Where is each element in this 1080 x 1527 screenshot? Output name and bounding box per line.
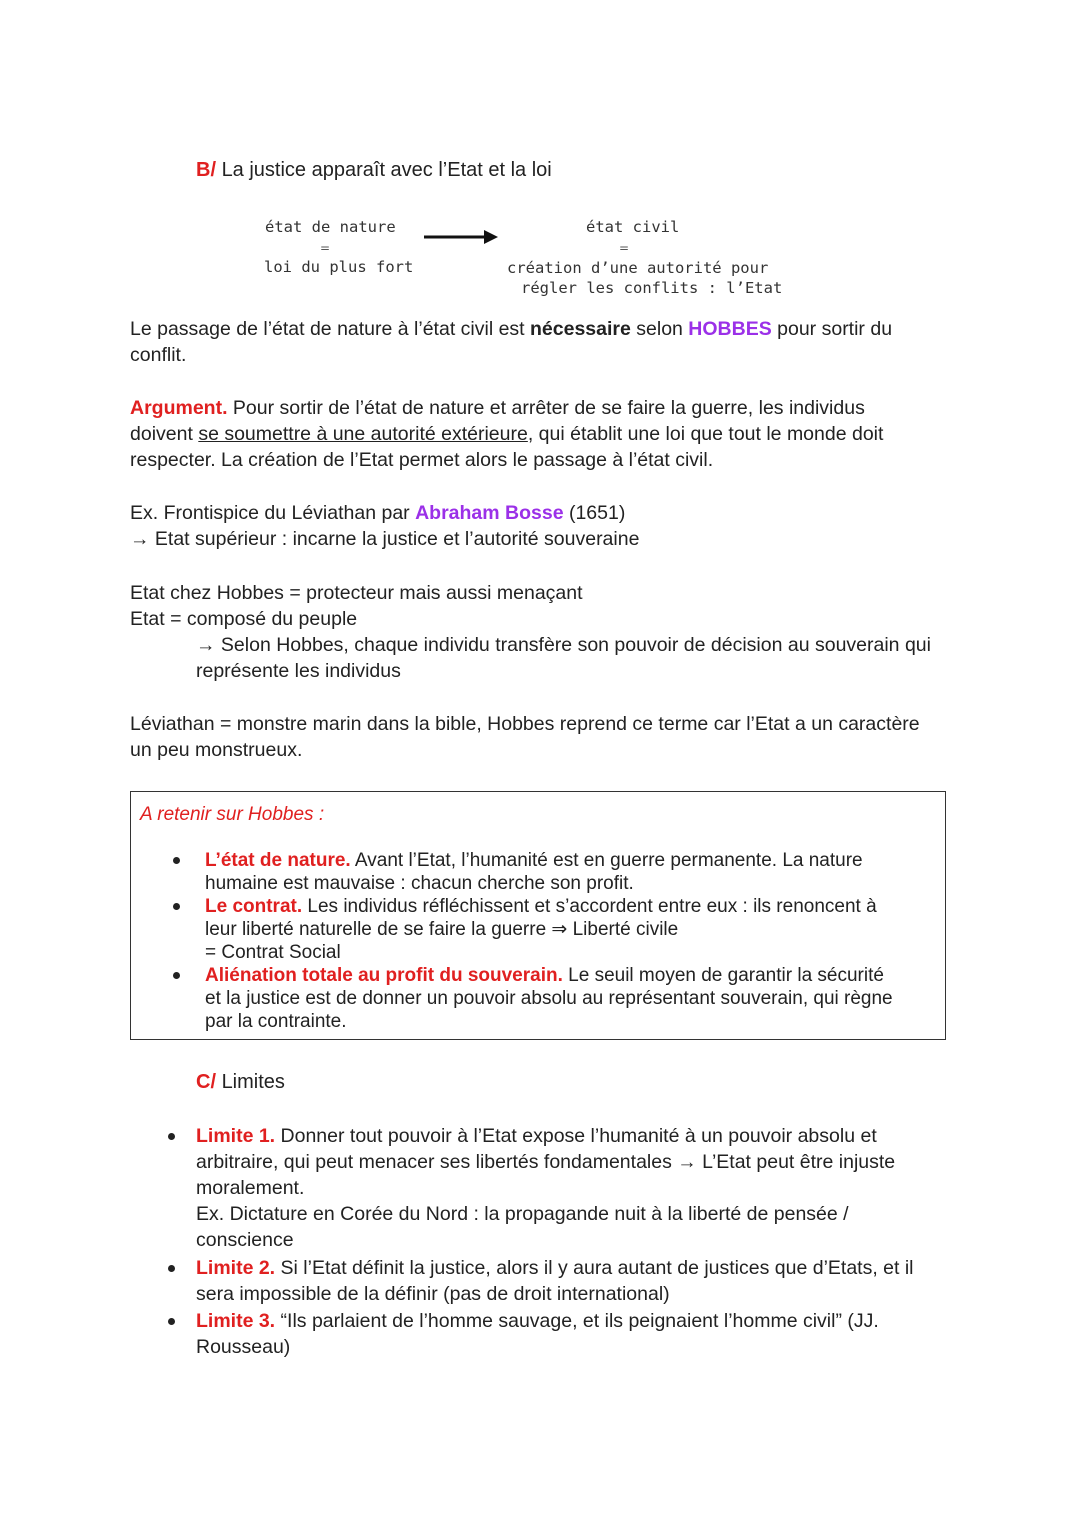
limit-item-3 <box>196 1308 956 1360</box>
summary-item-text: leur liberté naturelle de se faire la guerre ⇒ Liberté civile <box>205 919 679 940</box>
section-c-heading <box>196 1069 285 1095</box>
leviathan-line-2: un peu monstrueux. <box>130 739 303 761</box>
limit-text: conscience <box>196 1229 294 1251</box>
summary-item-text: humaine est mauvaise : chacun cherche son profit. <box>205 873 634 894</box>
diagram-left-eq: = <box>320 241 331 255</box>
argument-text-3: , qui établit une loi que tout le monde doit <box>527 423 884 445</box>
summary-item-label: Le contrat. <box>205 896 303 917</box>
diagram-right-top: état civil <box>586 218 680 236</box>
passage-text-2: selon <box>630 318 689 340</box>
diagram-left-top: état de nature <box>265 218 396 236</box>
diagram-left-bottom: loi du plus fort <box>264 258 414 276</box>
bullet-icon <box>173 857 180 864</box>
limit-label: Limite 1. <box>196 1125 276 1147</box>
leviathan-paragraph <box>130 711 960 763</box>
argument-text-1: Pour sortir de l’état de nature et arrêter de se faire la guerre, les individus <box>227 397 865 419</box>
limit-text: “Ils parlaient de l’homme sauvage, et ils peignaient l’homme civil” (JJ. <box>275 1310 879 1332</box>
summary-item-3 <box>205 964 940 1033</box>
limit-text: Si l’Etat définit la justice, alors il y aura autant de justices que d’Etats, et il <box>275 1257 914 1279</box>
bullet-icon <box>168 1265 175 1272</box>
summary-item-text: Avant l’Etat, l’humanité est en guerre permanente. La nature <box>350 850 863 871</box>
limit-label: Limite 2. <box>196 1257 276 1279</box>
limit-text: moralement. <box>196 1177 305 1199</box>
summary-item-text: et la justice est de donner un pouvoir absolu au représentant souverain, qui règne <box>205 988 893 1009</box>
argument-underlined: se soumettre à une autorité extérieure <box>198 423 528 445</box>
hobbes-state-paragraph <box>130 580 960 684</box>
summary-item-2 <box>205 895 940 964</box>
summary-item-text: Le seuil moyen de garantir la sécurité <box>562 965 884 986</box>
diagram-right-line2: régler les conflits : l’Etat <box>521 279 783 297</box>
passage-bold: nécessaire <box>530 318 631 340</box>
argument-paragraph <box>130 395 950 473</box>
summary-item-text: Les individus réfléchissent et s’accordent entre eux : ils renoncent à <box>302 896 877 917</box>
passage-paragraph <box>130 316 950 368</box>
section-c-title: Limites <box>221 1071 285 1093</box>
diagram-right-line1: création d’une autorité pour <box>507 259 769 277</box>
limit-text: Rousseau) <box>196 1336 291 1358</box>
bullet-icon <box>168 1318 175 1325</box>
bullet-icon <box>173 903 180 910</box>
arrow-icon <box>422 228 500 246</box>
summary-box-title: A retenir sur Hobbes : <box>140 804 325 825</box>
bullet-icon <box>168 1133 175 1140</box>
limit-text: sera impossible de la définir (pas de droit international) <box>196 1283 670 1305</box>
diagram-right-eq: = <box>619 241 630 255</box>
summary-item-text: par la contrainte. <box>205 1011 347 1032</box>
hobbes-state-line-2: Etat = composé du peuple <box>130 608 358 630</box>
example-text-2: (1651) <box>563 502 626 524</box>
passage-author: HOBBES <box>688 318 772 340</box>
summary-box <box>130 791 946 1040</box>
section-c-prefix: C/ <box>196 1071 216 1093</box>
limit-item-2 <box>196 1255 956 1307</box>
summary-item-label: L’état de nature. <box>205 850 351 871</box>
limit-item-1 <box>196 1123 956 1253</box>
passage-line-2: conflit. <box>130 344 187 366</box>
section-b-title: La justice apparaît avec l’Etat et la loi <box>221 159 552 181</box>
summary-item-label: Aliénation totale au profit du souverain. <box>205 965 563 986</box>
limit-text: arbitraire, qui peut menacer ses libertés fondamentales → L’Etat peut être injuste <box>196 1151 896 1173</box>
summary-item-text: = Contrat Social <box>205 942 341 963</box>
hobbes-state-line-4: représente les individus <box>196 660 401 682</box>
passage-text-3: pour sortir du <box>771 318 893 340</box>
passage-text-1: Le passage de l’état de nature à l’état civil est <box>130 318 530 340</box>
argument-line-3: respecter. La création de l’Etat permet alors le passage à l’état civil. <box>130 449 714 471</box>
section-b-heading <box>196 157 552 183</box>
summary-item-1 <box>205 849 940 895</box>
hobbes-state-line-1: Etat chez Hobbes = protecteur mais aussi menaçant <box>130 582 583 604</box>
example-paragraph <box>130 500 950 552</box>
section-b-prefix: B/ <box>196 159 216 181</box>
limit-label: Limite 3. <box>196 1310 276 1332</box>
bullet-icon <box>173 972 180 979</box>
limit-text: Ex. Dictature en Corée du Nord : la propagande nuit à la liberté de pensée / <box>196 1203 849 1225</box>
example-line-2: → Etat supérieur : incarne la justice et l’autorité souveraine <box>130 528 640 550</box>
argument-label: Argument. <box>130 397 228 419</box>
example-text-1: Ex. Frontispice du Léviathan par <box>130 502 416 524</box>
hobbes-state-line-3: → Selon Hobbes, chaque individu transfère son pouvoir de décision au souverain qui <box>196 634 931 656</box>
argument-text-2: doivent <box>130 423 199 445</box>
leviathan-line-1: Léviathan = monstre marin dans la bible, Hobbes reprend ce terme car l’Etat a un caractère <box>130 713 920 735</box>
limit-text: Donner tout pouvoir à l’Etat expose l’humanité à un pouvoir absolu et <box>275 1125 877 1147</box>
example-author: Abraham Bosse <box>415 502 564 524</box>
